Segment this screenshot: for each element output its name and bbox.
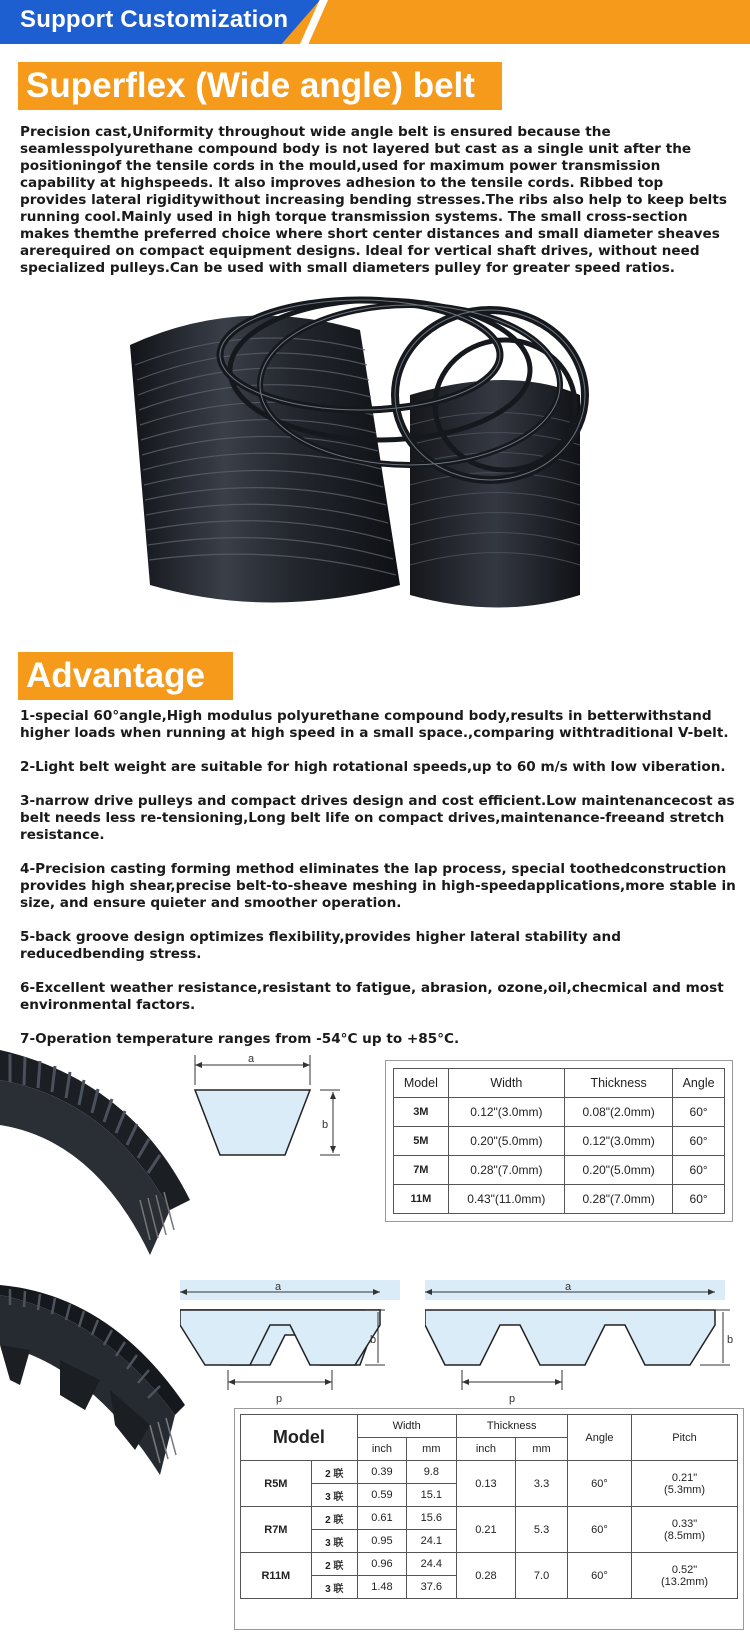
header-width: Width [357,1415,456,1438]
cell-model: 11M [394,1185,449,1214]
cell-model: 7M [394,1156,449,1185]
cell-width-mm: 15.1 [407,1484,456,1507]
subheader-mm: mm [407,1438,456,1461]
cell-thickness-mm: 3.3 [516,1461,568,1507]
belt-product-photo [110,275,630,635]
cell-angle: 60° [567,1461,631,1507]
three-rib-cross-section [425,1280,745,1420]
cell-width-inch: 0.95 [357,1530,406,1553]
header-angle: Angle [567,1415,631,1461]
advantage-item: 6-Excellent weather resistance,resistant to fatigue, abrasion, ozone,oil,checmical and most environmental factors. [20,980,724,1013]
cell-pitch [632,1461,738,1507]
product-heading: Superflex (Wide angle) belt [18,62,502,110]
cell-thickness: 0.28"(7.0mm) [564,1185,672,1214]
dimension-p-label: p [276,1393,283,1405]
table-row [241,1461,738,1484]
cell-thickness: 0.08"(2.0mm) [564,1098,672,1127]
cell-thickness: 0.12"(3.0mm) [564,1127,672,1156]
cell-width-mm: 24.4 [407,1553,456,1576]
dimension-a-label: a [248,1053,255,1065]
dimension-a-label: a [565,1281,572,1293]
single-belt-spec-table [393,1068,725,1214]
ribbed-belt-image [0,1285,200,1485]
advantage-item: 7-Operation temperature ranges from -54°C up to +85°C. [20,1031,460,1047]
cell-width-mm: 9.8 [407,1461,456,1484]
cell-model: R7M [241,1507,312,1553]
table-row [394,1185,725,1214]
ribbed-belt-spec-table [240,1414,738,1599]
cell-pitch [632,1553,738,1599]
cell-width-mm: 24.1 [407,1530,456,1553]
advantage-item: 1-special 60°angle,High modulus polyurethane compound body,results in betterwithstand higher loads when running at high speed in a small space.,comparing withtraditional V-belt. [20,708,729,741]
single-belt-cross-section [190,1050,370,1170]
cell-width: 0.12"(3.0mm) [448,1098,564,1127]
header-angle: Angle [673,1069,725,1098]
cell-width-inch: 0.39 [357,1461,406,1484]
cell-thickness-mm: 5.3 [516,1507,568,1553]
pitch-inch: 0.21" [671,1471,698,1484]
dimension-p-label: p [509,1393,516,1405]
subheader-inch: inch [456,1438,516,1461]
banner-title: Support Customization [20,6,289,33]
header-pitch: Pitch [632,1415,738,1461]
subheader-inch: inch [357,1438,406,1461]
cell-width: 0.28"(7.0mm) [448,1156,564,1185]
table-header-row [241,1415,738,1438]
cell-width-inch: 0.61 [357,1507,406,1530]
table-header-row [394,1069,725,1098]
product-description: Precision cast,Uniformity throughout wide angle belt is ensured because the seamlesspolyurethane compound body is not layered but cast as a single unit after the positioningof the tensile cords in the mould,used for maximum power transmission capability at highspeeds. It also improves adhesion to the tensile cords. Ribbed top provides lateral rigiditywithout increasing bending stresses.The ribs also help to keep belts running cool.Mainly used in high torque transmission systems. The small cross-section makes themthe preferred choice where short center distances and small diameter sheaves arerequired on compact equipment designs. ldeal for vertical shaft drives, without need specialized pulleys.Can be used with small diameters pulley for greater speed ratios. [20,124,727,276]
advantage-item: 5-back groove design optimizes flexibility,provides higher lateral stability and reducedbending stress. [20,929,621,962]
cell-thickness-inch: 0.13 [456,1461,516,1507]
cell-thickness-inch: 0.28 [456,1553,516,1599]
cell-rib-count: 3 联 [311,1530,357,1553]
cell-angle: 60° [673,1156,725,1185]
pitch-inch: 0.52" [671,1563,698,1576]
header-model: Model [394,1069,449,1098]
cell-angle: 60° [567,1553,631,1599]
advantage-item: 3-narrow drive pulleys and compact drives design and cost efficient.Low maintenancecost as belt needs less re-tensioning,Long belt life on compact drives,maintenance-freeand stretch resistance. [20,793,735,843]
toothed-belt-image [0,1040,200,1270]
cell-width-inch: 0.96 [357,1553,406,1576]
cell-angle: 60° [673,1098,725,1127]
cell-model: 5M [394,1127,449,1156]
cell-thickness-inch: 0.21 [456,1507,516,1553]
top-banner [0,0,750,44]
dimension-b-label: b [370,1334,377,1346]
cell-width: 0.20"(5.0mm) [448,1127,564,1156]
cell-model: R5M [241,1461,312,1507]
cell-width-inch: 0.59 [357,1484,406,1507]
cell-rib-count: 2 联 [311,1461,357,1484]
table-row [394,1098,725,1127]
cell-model: 3M [394,1098,449,1127]
cell-rib-count: 3 联 [311,1484,357,1507]
pitch-mm: (5.3mm) [664,1483,705,1496]
cell-width-mm: 37.6 [407,1576,456,1599]
cell-pitch [632,1507,738,1553]
two-rib-cross-section [180,1280,400,1420]
dimension-a-label: a [275,1281,282,1293]
cell-rib-count: 2 联 [311,1507,357,1530]
cell-rib-count: 2 联 [311,1553,357,1576]
header-model: Model [241,1415,358,1461]
dimension-b-label: b [727,1334,734,1346]
cell-width-mm: 15.6 [407,1507,456,1530]
header-width: Width [448,1069,564,1098]
subheader-mm: mm [516,1438,568,1461]
cell-width: 0.43"(11.0mm) [448,1185,564,1214]
cell-width-inch: 1.48 [357,1576,406,1599]
table-row [394,1156,725,1185]
header-thickness: Thickness [564,1069,672,1098]
cell-model: R11M [241,1553,312,1599]
advantage-list [20,708,740,1065]
advantage-item: 4-Precision casting forming method eliminates the lap process, special toothedconstruction provides high shear,precise belt-to-sheave meshing in high-speedapplications,more stable in size, and ensure quieter and smoother operation. [20,861,736,911]
advantage-heading: Advantage [18,652,233,700]
dimension-b-label: b [322,1119,329,1131]
cell-thickness: 0.20"(5.0mm) [564,1156,672,1185]
cell-angle: 60° [673,1185,725,1214]
pitch-inch: 0.33" [671,1517,698,1530]
cell-angle: 60° [567,1507,631,1553]
cell-angle: 60° [673,1127,725,1156]
advantage-item: 2-Light belt weight are suitable for high rotational speeds,up to 60 m/s with low viberation. [20,759,726,775]
cell-thickness-mm: 7.0 [516,1553,568,1599]
pitch-mm: (13.2mm) [660,1575,709,1588]
pitch-mm: (8.5mm) [664,1529,705,1542]
header-thickness: Thickness [456,1415,567,1438]
table-row [241,1553,738,1576]
cell-rib-count: 3 联 [311,1576,357,1599]
table-row [394,1127,725,1156]
table-row [241,1507,738,1530]
